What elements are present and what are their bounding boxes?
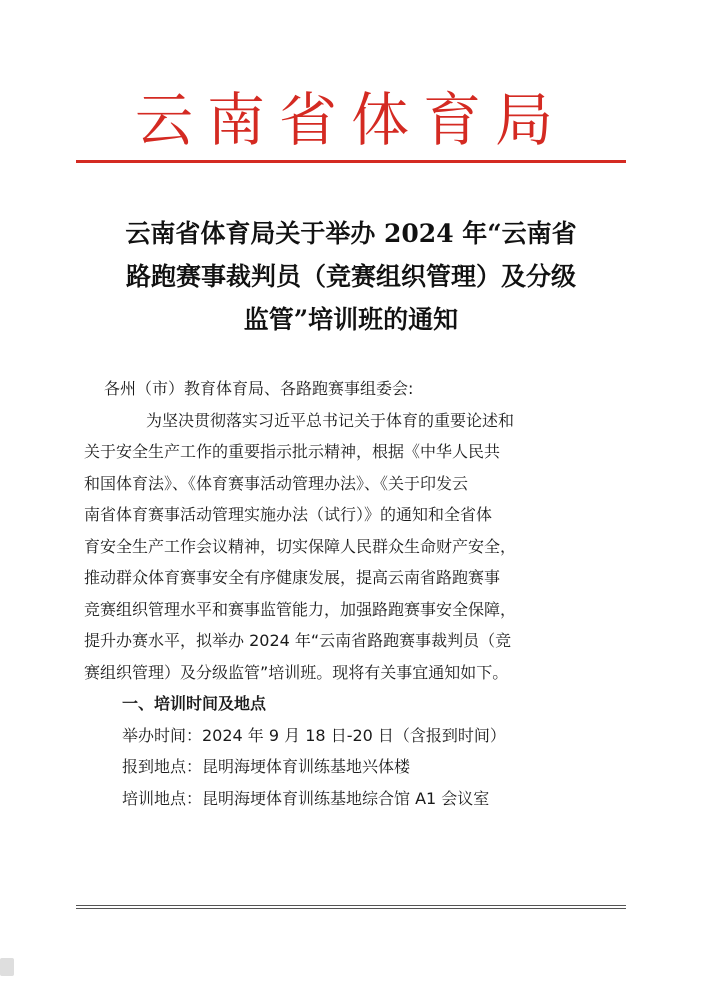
scan-edge-mark bbox=[0, 958, 14, 976]
paragraph-line-3: 和国体育法》、《体育赛事活动管理办法》、《关于印发云 bbox=[84, 473, 469, 493]
masthead-red-rule bbox=[76, 160, 626, 163]
paragraph-line-7: 竞赛组织管理水平和赛事监管能力，加强路跑赛事安全保障， bbox=[84, 599, 517, 619]
paragraph-line-9: 赛组织管理）及分级监管”培训班。现将有关事宜通知如下。 bbox=[84, 662, 509, 682]
paragraph-line-4: 南省体育赛事活动管理实施办法（试行）》的通知和全省体 bbox=[84, 505, 493, 524]
salutation: 各州（市）教育体育局、各路跑赛事组委会: bbox=[104, 379, 414, 398]
paragraph-line-2: 关于安全生产工作的重要指示批示精神，根据《中华人民共 bbox=[84, 442, 501, 461]
title-line-3: 监管”培训班的通知 bbox=[243, 305, 459, 334]
paragraph-line-5: 育安全生产工作会议精神，切实保障人民群众生命财产安全， bbox=[84, 536, 517, 556]
title-line-2: 路跑赛事裁判员（竞赛组织管理）及分级 bbox=[125, 262, 576, 291]
document-body bbox=[84, 373, 608, 814]
document-title bbox=[90, 212, 612, 341]
paragraph-line-8: 提升办赛水平，拟举办 2024 年“云南省路跑赛事裁判员（竞 bbox=[84, 631, 512, 650]
section-1-item-time: 举办时间：2024 年 9 月 18 日-20 日（含报到时间） bbox=[122, 725, 506, 745]
masthead-title: 云南省体育局 bbox=[134, 86, 567, 154]
section-1-heading: 一、培训时间及地点 bbox=[122, 694, 267, 713]
title-line-1: 云南省体育局关于举办 2024 年“云南省 bbox=[125, 219, 577, 248]
section-1-item-venue: 培训地点：昆明海埂体育训练基地综合馆 A1 会议室 bbox=[122, 788, 490, 808]
paragraph-line-6: 推动群众体育赛事安全有序健康发展，提高云南省路跑赛事 bbox=[84, 568, 501, 587]
paragraph-line-1: 为坚决贯彻落实习近平总书记关于体育的重要论述和 bbox=[146, 410, 515, 430]
footer-rule-double bbox=[76, 908, 626, 909]
footer-rule bbox=[76, 905, 626, 906]
section-1-item-checkin: 报到地点：昆明海埂体育训练基地兴体楼 bbox=[122, 757, 411, 776]
